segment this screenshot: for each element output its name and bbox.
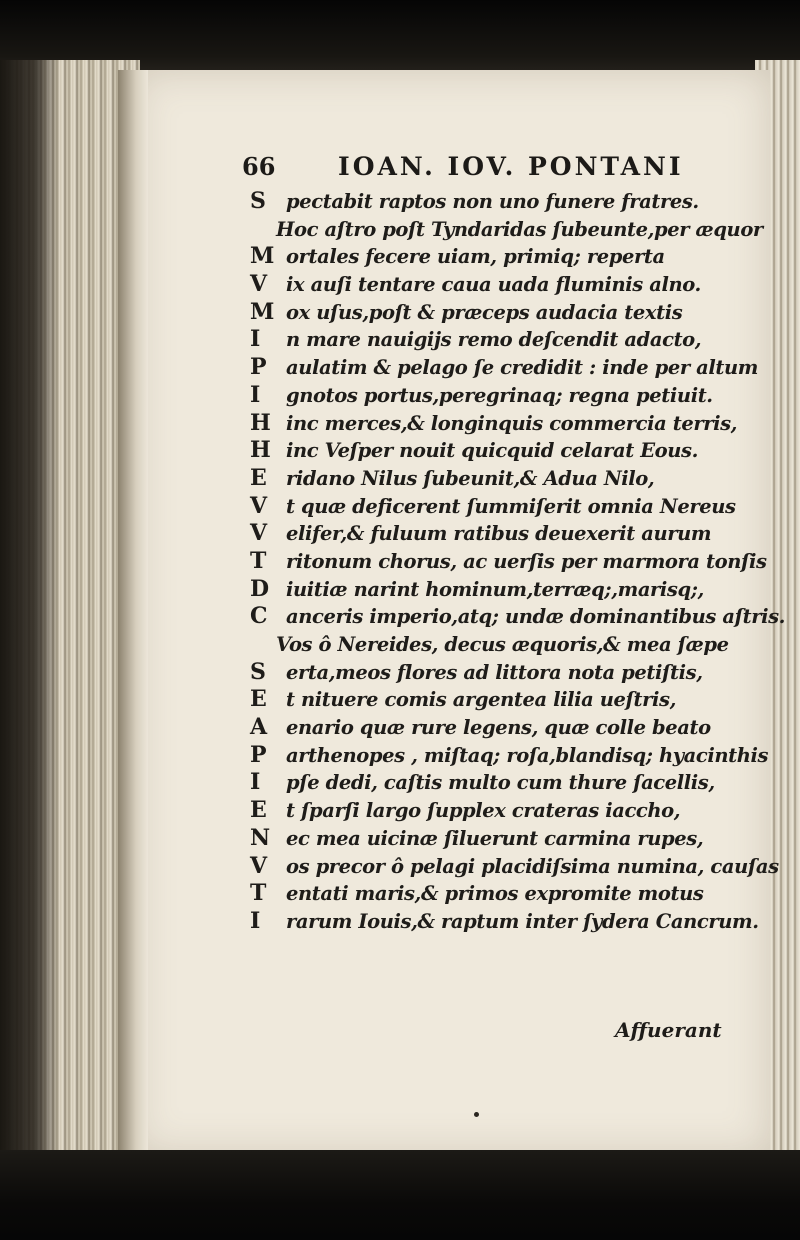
page-gutter (118, 70, 148, 1160)
poem-line (250, 576, 750, 604)
line-text: rarum Iouis,& raptum inter ſydera Cancrum. (286, 909, 759, 933)
line-initial: M (250, 243, 275, 270)
line-initial: V (250, 520, 268, 547)
line-text: entati maris,& primos expromite motus (286, 882, 704, 906)
poem-line (250, 216, 763, 244)
line-text: ix auſi tentare caua uada fluminis alno. (286, 273, 701, 297)
catchword: Affuerant (615, 1018, 722, 1042)
page-number: 66 (242, 152, 276, 181)
line-initial: D (250, 575, 270, 602)
poem-line (250, 410, 750, 438)
scan-background-bottom (0, 1150, 800, 1240)
line-text: pectabit raptos non uno funere fratres. (286, 190, 699, 213)
poem-line (250, 493, 750, 521)
poem-line (250, 547, 767, 576)
line-text: Hoc aſtro poſt Tyndaridas ſubeunte,per æquor (276, 217, 763, 241)
line-text: t quæ deficerent ſummiſerit omnia Nereus (286, 494, 736, 518)
poem-line (250, 271, 750, 299)
line-initial: H (250, 437, 271, 464)
line-initial: P (250, 354, 267, 381)
poem-line (250, 326, 750, 354)
line-text: t nituere comis argentea lilia ueſtris, (286, 688, 676, 712)
line-text: t ſparſi largo ſupplex crateras iaccho, (286, 799, 681, 823)
line-text: os precor ô pelagi placidiſsima numina, cauſas (286, 854, 779, 878)
running-title: IOAN. IOV. PONTANI (338, 152, 684, 181)
line-initial: T (250, 880, 267, 907)
line-text: anceris imperio,atq; undæ dominantibus aſtris. (286, 605, 786, 629)
poem-line (250, 354, 758, 382)
line-text: ridano Nilus ſubeunit,& Adua Nilo, (286, 466, 655, 490)
poem-line (250, 465, 750, 493)
line-text: aulatim & pelago ſe credidit : inde per altum (286, 356, 758, 380)
line-initial: E (250, 797, 267, 824)
line-initial: T (250, 547, 267, 574)
line-initial: V (250, 492, 268, 519)
line-text: ortales fecere uiam, primiq; reperta (286, 245, 665, 269)
line-initial: P (250, 741, 267, 768)
line-initial: A (250, 714, 268, 741)
line-initial: I (250, 907, 261, 934)
poem-line (250, 686, 750, 714)
poem-line (250, 741, 769, 770)
line-text: n mare nauigijs remo deſcendit adacto, (286, 328, 702, 352)
line-initial: I (250, 769, 261, 796)
poem-line (250, 852, 779, 881)
poem-line (250, 714, 750, 742)
line-text: iuitiæ narint hominum,terræq;,marisq;, (286, 577, 704, 601)
line-text: ritonum chorus, ac uerſis per marmora tonſis (286, 549, 767, 573)
poem-line (250, 299, 750, 327)
line-initial: V (250, 852, 268, 879)
line-initial: I (250, 381, 261, 408)
poem-line (250, 603, 786, 631)
poem-line (250, 243, 750, 271)
line-text: erta,meos flores ad littora nota petiſtis, (286, 660, 703, 684)
book-spine-shadow (0, 60, 60, 1170)
line-initial: C (250, 603, 268, 630)
line-text: inc Veſper nouit quicquid celarat Eous. (286, 439, 699, 463)
poem-line (250, 659, 750, 687)
poem-line (250, 825, 750, 853)
line-text: ec mea uicinæ ſiluerunt carmina rupes, (286, 826, 704, 850)
poem-line (250, 437, 750, 465)
line-text: Vos ô Nereides, decus æquoris,& mea ſæpe (276, 633, 729, 656)
poem-line (250, 631, 750, 659)
line-text: ox uſus,poſt & præceps audacia textis (286, 300, 683, 324)
line-initial: S (250, 658, 266, 685)
page-header (242, 152, 684, 188)
poem-line (250, 520, 750, 548)
line-text: inc merces,& longinquis commercia terris, (286, 411, 738, 435)
line-text: enario quæ rure legens, quæ colle beato (286, 716, 711, 740)
line-initial: I (250, 326, 261, 353)
poem-line (250, 907, 759, 936)
poem-line (250, 880, 750, 908)
line-text: arthenopes , miſtaq; roſa,blandisq; hyacinthis (286, 743, 769, 767)
line-initial: H (250, 409, 271, 436)
line-initial: M (250, 298, 275, 325)
poem-line (250, 797, 750, 825)
line-text: pſe dedi, caſtis multo cum thure ſacellis, (286, 771, 715, 795)
line-text: gnotos portus,peregrinaq; regna petiuit. (286, 383, 713, 407)
poem-line (250, 382, 750, 410)
line-initial: E (250, 686, 267, 713)
poem-line (250, 769, 750, 797)
line-initial: S (250, 188, 266, 214)
poem-line (250, 188, 750, 216)
line-initial: E (250, 464, 267, 491)
line-text: elifer,& fuluum ratibus deuexerit aurum (286, 522, 712, 546)
paper-speck (474, 1112, 479, 1117)
poem-text (250, 188, 786, 936)
line-initial: V (250, 271, 268, 298)
line-initial: N (250, 824, 271, 851)
